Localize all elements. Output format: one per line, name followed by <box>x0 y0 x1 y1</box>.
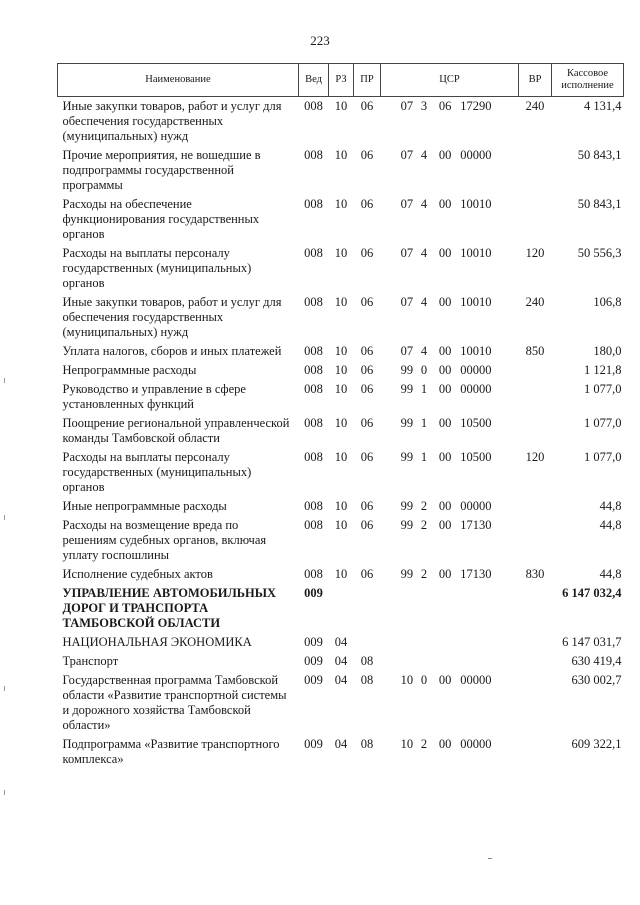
row-name: Расходы на выплаты персоналу государственных (муниципальных) органов <box>62 450 252 494</box>
row-rz: 10 <box>334 416 348 430</box>
row-csr-part: 00000 <box>460 148 492 162</box>
row-csr-part: 00 <box>438 416 452 430</box>
row-csr-part: 99 <box>400 499 414 513</box>
row-name: Руководство и управление в сфере установленных функций <box>62 382 246 411</box>
table-row <box>58 146 624 195</box>
row-rz: 10 <box>334 344 348 358</box>
row-csr-part: 17130 <box>460 567 492 581</box>
row-csr <box>381 414 519 448</box>
row-name: Расходы на обеспечение функционирования государственных органов <box>62 197 260 241</box>
row-vr <box>519 361 552 380</box>
row-csr <box>381 735 519 769</box>
row-amount: 630 419,4 <box>571 654 622 668</box>
row-vr <box>519 735 552 769</box>
header-name: Наименование <box>58 64 299 97</box>
row-ved: 008 <box>304 148 323 162</box>
row-pr: 06 <box>360 197 374 211</box>
row-csr-part: 99 <box>400 450 414 464</box>
row-csr-part: 2 <box>420 567 428 581</box>
row-csr-part: 4 <box>420 295 428 309</box>
budget-table <box>57 63 624 769</box>
row-ved: 008 <box>304 99 323 113</box>
row-vr <box>519 516 552 565</box>
row-ved: 009 <box>304 673 323 687</box>
budget-table-container <box>57 63 623 769</box>
row-ved: 009 <box>304 654 323 668</box>
table-row <box>58 652 624 671</box>
row-csr-part: 00 <box>438 363 452 377</box>
row-csr <box>381 244 519 293</box>
header-pr: ПР <box>354 64 381 97</box>
row-name: Иные закупки товаров, работ и услуг для обеспечения государственных (муниципальных) нужд <box>62 295 282 339</box>
row-rz: 04 <box>334 635 348 649</box>
row-csr <box>381 146 519 195</box>
row-rz: 10 <box>334 450 348 464</box>
row-csr-part: 0 <box>420 363 428 377</box>
header-csr: ЦСР <box>381 64 519 97</box>
row-name: Поощрение региональной управленческой команды Тамбовской области <box>62 416 290 445</box>
row-csr-part: 00 <box>438 344 452 358</box>
row-csr-part: 3 <box>420 99 428 113</box>
row-name: Государственная программа Тамбовской области «Развитие транспортной системы и дорожного хозяйства Тамбовской области» <box>62 673 287 732</box>
row-csr-part: 07 <box>400 148 414 162</box>
row-rz: 04 <box>334 673 348 687</box>
row-pr: 06 <box>360 450 374 464</box>
row-csr <box>381 652 519 671</box>
row-csr-part: 10500 <box>460 416 492 430</box>
row-pr: 06 <box>360 363 374 377</box>
row-ved: 008 <box>304 344 323 358</box>
row-name: Расходы на возмещение вреда по решениям судебных органов, включая уплату госпошлины <box>62 518 267 562</box>
row-csr-part: 1 <box>420 450 428 464</box>
bottom-mark <box>488 858 492 859</box>
row-csr-part: 2 <box>420 737 428 751</box>
row-amount: 44,8 <box>599 499 622 513</box>
row-csr-part: 4 <box>420 344 428 358</box>
row-name: Иные непрограммные расходы <box>62 499 227 513</box>
row-csr-part: 07 <box>400 344 414 358</box>
row-vr <box>519 671 552 735</box>
row-csr-part: 00 <box>438 499 452 513</box>
row-csr-part: 00000 <box>460 673 492 687</box>
row-amount: 50 556,3 <box>577 246 622 260</box>
row-pr: 06 <box>360 518 374 532</box>
row-pr: 06 <box>360 295 374 309</box>
row-vr: 850 <box>525 344 545 358</box>
row-ved: 008 <box>304 518 323 532</box>
row-vr <box>519 633 552 652</box>
table-row <box>58 448 624 497</box>
row-csr-part: 99 <box>400 567 414 581</box>
row-ved: 008 <box>304 416 323 430</box>
row-rz: 10 <box>334 382 348 396</box>
row-csr <box>381 671 519 735</box>
table-row <box>58 293 624 342</box>
row-rz: 10 <box>334 363 348 377</box>
row-name: Подпрограмма «Развитие транспортного комплекса» <box>62 737 280 766</box>
row-csr-part: 4 <box>420 148 428 162</box>
table-row <box>58 584 624 633</box>
row-csr-part: 00000 <box>460 363 492 377</box>
row-vr <box>519 146 552 195</box>
row-vr <box>519 584 552 633</box>
row-csr-part: 00 <box>438 450 452 464</box>
row-csr-part: 99 <box>400 363 414 377</box>
table-header-row <box>58 64 624 97</box>
row-csr-part: 00 <box>438 673 452 687</box>
row-csr-part: 17130 <box>460 518 492 532</box>
row-rz: 10 <box>334 295 348 309</box>
row-amount: 180,0 <box>593 344 622 358</box>
row-name: Уплата налогов, сборов и иных платежей <box>62 344 282 358</box>
row-vr <box>519 497 552 516</box>
table-body <box>58 97 624 770</box>
row-vr: 240 <box>525 295 545 309</box>
header-amount: Кассовое исполнение <box>552 64 624 97</box>
row-pr: 06 <box>360 99 374 113</box>
header-vr: ВР <box>519 64 552 97</box>
row-name: Иные закупки товаров, работ и услуг для обеспечения государственных (муниципальных) нужд <box>62 99 282 143</box>
row-csr-part: 10010 <box>460 344 492 358</box>
row-csr-part: 2 <box>420 518 428 532</box>
row-vr <box>519 414 552 448</box>
row-rz: 10 <box>334 197 348 211</box>
row-amount: 44,8 <box>599 567 622 581</box>
row-name: УПРАВЛЕНИЕ АВТОМОБИЛЬНЫХ ДОРОГ И ТРАНСПОРТА ТАМБОВСКОЙ ОБЛАСТИ <box>62 586 277 630</box>
table-row <box>58 497 624 516</box>
row-csr <box>381 380 519 414</box>
margin-mark <box>4 378 5 383</box>
margin-mark <box>4 686 5 691</box>
row-name: Непрограммные расходы <box>62 363 197 377</box>
row-csr <box>381 293 519 342</box>
row-amount: 44,8 <box>599 518 622 532</box>
row-csr-part: 00 <box>438 518 452 532</box>
row-pr: 06 <box>360 148 374 162</box>
row-pr: 06 <box>360 499 374 513</box>
table-row <box>58 735 624 769</box>
row-csr-part: 00 <box>438 295 452 309</box>
row-ved: 008 <box>304 499 323 513</box>
row-csr-part: 10 <box>400 673 414 687</box>
row-vr <box>519 380 552 414</box>
row-csr-part: 0 <box>420 673 428 687</box>
row-ved: 008 <box>304 246 323 260</box>
margin-mark <box>4 515 5 520</box>
table-row <box>58 195 624 244</box>
row-pr <box>354 633 381 652</box>
row-name: Расходы на выплаты персоналу государственных (муниципальных) органов <box>62 246 252 290</box>
row-amount: 6 147 032,4 <box>562 586 622 600</box>
row-rz: 10 <box>334 499 348 513</box>
row-csr-part: 00 <box>438 197 452 211</box>
row-ved: 008 <box>304 295 323 309</box>
row-vr: 240 <box>525 99 545 113</box>
row-rz: 10 <box>334 99 348 113</box>
row-pr: 06 <box>360 382 374 396</box>
row-csr-part: 2 <box>420 499 428 513</box>
row-pr: 06 <box>360 246 374 260</box>
row-vr: 120 <box>525 450 545 464</box>
row-amount: 50 843,1 <box>577 197 622 211</box>
row-csr <box>381 565 519 584</box>
row-csr-part: 4 <box>420 246 428 260</box>
row-pr: 06 <box>360 344 374 358</box>
row-csr <box>381 342 519 361</box>
row-amount: 50 843,1 <box>577 148 622 162</box>
row-csr-part: 07 <box>400 197 414 211</box>
row-csr <box>381 497 519 516</box>
row-amount: 1 121,8 <box>584 363 622 377</box>
table-row <box>58 244 624 293</box>
row-csr-part: 1 <box>420 416 428 430</box>
row-csr-part: 00 <box>438 148 452 162</box>
row-amount: 6 147 031,7 <box>562 635 622 649</box>
row-csr-part: 00 <box>438 246 452 260</box>
table-row <box>58 97 624 147</box>
table-row <box>58 361 624 380</box>
row-ved: 008 <box>304 197 323 211</box>
row-csr-part: 10500 <box>460 450 492 464</box>
row-name: НАЦИОНАЛЬНАЯ ЭКОНОМИКА <box>62 635 252 649</box>
row-csr-part: 00 <box>438 382 452 396</box>
row-ved: 008 <box>304 567 323 581</box>
row-ved: 009 <box>304 635 323 649</box>
row-csr <box>381 633 519 652</box>
row-pr: 06 <box>360 416 374 430</box>
row-ved: 009 <box>304 737 323 751</box>
row-csr-part: 10010 <box>460 295 492 309</box>
row-csr-part: 06 <box>438 99 452 113</box>
row-ved: 008 <box>304 450 323 464</box>
row-csr <box>381 516 519 565</box>
row-rz: 04 <box>334 737 348 751</box>
table-row <box>58 380 624 414</box>
row-rz: 04 <box>334 654 348 668</box>
table-row <box>58 414 624 448</box>
row-rz: 10 <box>334 567 348 581</box>
row-amount: 106,8 <box>593 295 622 309</box>
table-row <box>58 516 624 565</box>
row-name: Исполнение судебных актов <box>62 567 213 581</box>
row-amount: 609 322,1 <box>571 737 622 751</box>
row-amount: 1 077,0 <box>584 416 622 430</box>
row-name: Прочие мероприятия, не вошедшие в подпрограммы государственной программы <box>62 148 261 192</box>
table-row <box>58 671 624 735</box>
row-vr: 120 <box>525 246 545 260</box>
table-row <box>58 342 624 361</box>
row-csr <box>381 97 519 147</box>
row-rz <box>329 584 354 633</box>
row-csr <box>381 584 519 633</box>
row-vr <box>519 652 552 671</box>
row-csr-part: 00000 <box>460 737 492 751</box>
row-csr <box>381 448 519 497</box>
row-amount: 630 002,7 <box>571 673 622 687</box>
row-csr-part: 17290 <box>460 99 492 113</box>
page-number: 223 <box>310 33 330 48</box>
row-pr: 08 <box>360 654 374 668</box>
row-csr-part: 10010 <box>460 246 492 260</box>
row-rz: 10 <box>334 246 348 260</box>
row-csr <box>381 361 519 380</box>
row-name: Транспорт <box>62 654 119 668</box>
row-amount: 1 077,0 <box>584 382 622 396</box>
row-csr-part: 00000 <box>460 382 492 396</box>
row-csr-part: 07 <box>400 246 414 260</box>
row-pr: 08 <box>360 737 374 751</box>
row-pr: 06 <box>360 567 374 581</box>
row-csr-part: 99 <box>400 382 414 396</box>
row-vr <box>519 195 552 244</box>
header-rz: РЗ <box>329 64 354 97</box>
row-csr-part: 10 <box>400 737 414 751</box>
row-csr-part: 4 <box>420 197 428 211</box>
row-ved: 009 <box>304 586 323 600</box>
row-csr-part: 07 <box>400 295 414 309</box>
row-csr-part: 99 <box>400 518 414 532</box>
row-amount: 1 077,0 <box>584 450 622 464</box>
row-csr-part: 10010 <box>460 197 492 211</box>
row-pr <box>354 584 381 633</box>
row-csr-part: 00000 <box>460 499 492 513</box>
row-csr-part: 1 <box>420 382 428 396</box>
row-rz: 10 <box>334 148 348 162</box>
row-amount: 4 131,4 <box>584 99 622 113</box>
header-ved: Вед <box>299 64 329 97</box>
row-ved: 008 <box>304 382 323 396</box>
row-csr <box>381 195 519 244</box>
table-row <box>58 565 624 584</box>
row-csr-part: 00 <box>438 567 452 581</box>
row-vr: 830 <box>525 567 545 581</box>
row-rz: 10 <box>334 518 348 532</box>
margin-mark <box>4 790 5 795</box>
table-row <box>58 633 624 652</box>
row-csr-part: 07 <box>400 99 414 113</box>
row-ved: 008 <box>304 363 323 377</box>
row-pr: 08 <box>360 673 374 687</box>
row-csr-part: 99 <box>400 416 414 430</box>
row-csr-part: 00 <box>438 737 452 751</box>
